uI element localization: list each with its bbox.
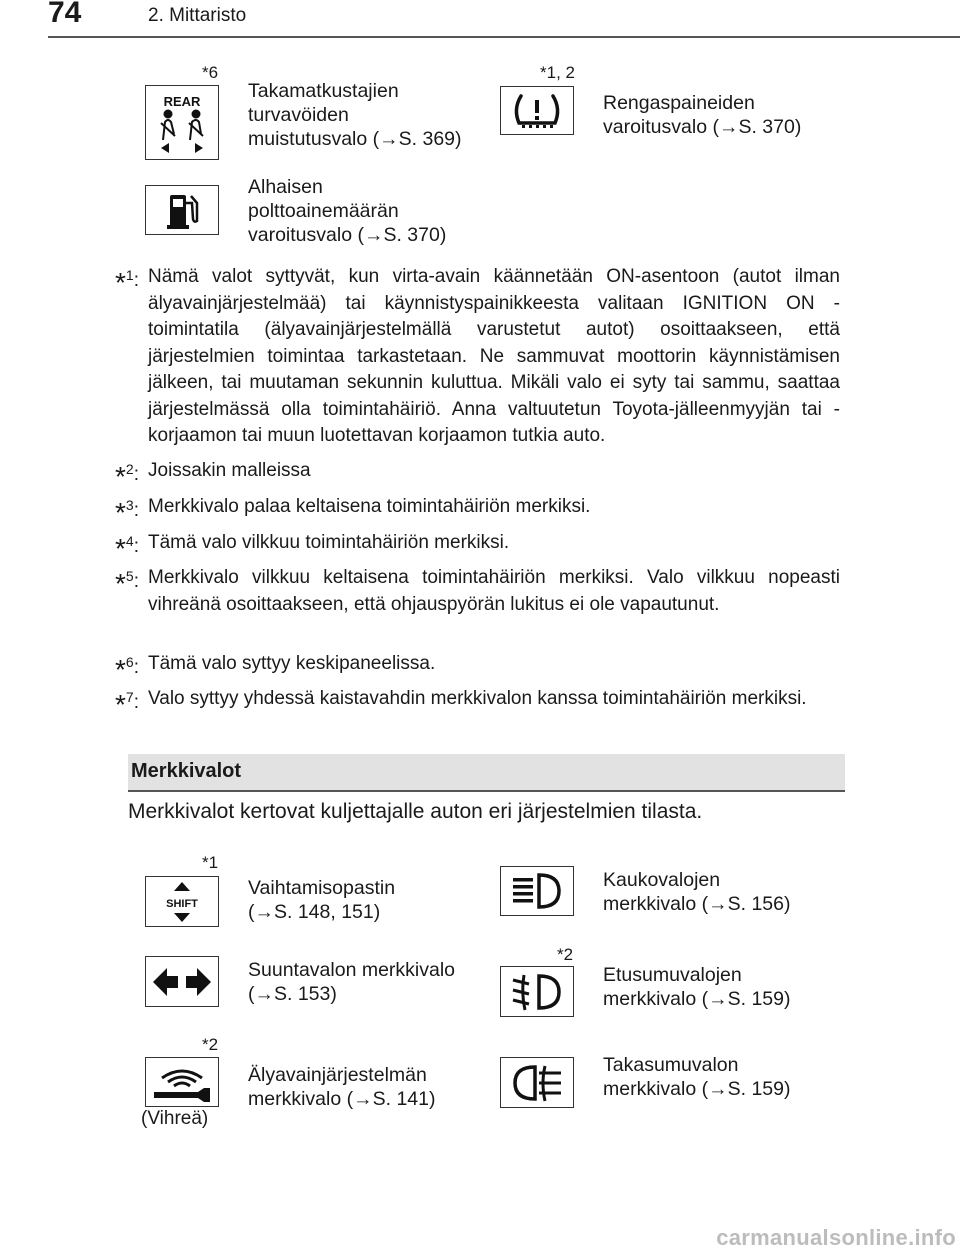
- footnote-mark: *$^7$:: [115, 689, 139, 720]
- footnote-marker: *1, 2: [540, 63, 575, 82]
- footnote-7: [115, 686, 840, 720]
- label-line: polttoainemäärän: [248, 200, 399, 222]
- footnote-mark: *$^5$:: [115, 568, 139, 599]
- rear-fog-light-indicator-icon: [500, 1057, 574, 1108]
- footnote-2: [115, 458, 840, 492]
- icon-color-caption: (Vihreä): [141, 1108, 209, 1129]
- footnote-text: Merkkivalo vilkkuu keltaisena toimintahäiriön merkiksi. Valo vilkkuu nopeasti vihreänä osoittaakseen, että ohjauspyörän lukitus ei ole vapautunut.: [148, 567, 840, 615]
- asterisk: *: [115, 533, 126, 564]
- asterisk: *: [115, 461, 126, 492]
- svg-text:REAR: REAR: [163, 93, 201, 109]
- label-line: Etusumuvalojen: [603, 964, 742, 986]
- footnote-marker: *1: [202, 853, 219, 872]
- high-beam-label: [603, 868, 790, 916]
- footnote-mark: *$^4$:: [115, 533, 139, 564]
- front-fog-label: [603, 963, 790, 1011]
- label-line: muistutusvalo (→S. 369): [248, 128, 462, 150]
- turn-signal-label: [248, 958, 455, 1006]
- label-line: Rengaspaineiden: [603, 92, 755, 114]
- footnote-mark: *$^3$:: [115, 497, 139, 528]
- tire-pressure-label: [603, 91, 801, 139]
- label-line: Vaihtamisopastin: [248, 877, 396, 899]
- header-rule: [48, 36, 960, 38]
- footnote-number: 4: [125, 533, 134, 549]
- label-line: varoitusvalo (→S. 370): [248, 224, 447, 246]
- label-line: turvavöiden: [248, 104, 349, 126]
- footnote-number: 6: [125, 654, 134, 670]
- smart-key-indicator-icon: [145, 1057, 219, 1107]
- footnote-number: 3: [125, 497, 134, 513]
- asterisk: *: [115, 654, 126, 685]
- footnote-6: [115, 651, 840, 685]
- footnote-4: [115, 530, 840, 564]
- footnote-1: [115, 264, 840, 450]
- section-title: Merkkivalot: [131, 760, 242, 782]
- label-line: Takasumuvalon: [603, 1054, 739, 1076]
- asterisk: *: [115, 689, 126, 720]
- footnote-marker: *6: [202, 63, 219, 82]
- footnote-number: 7: [125, 689, 134, 705]
- label-line: merkkivalo (→S. 141): [248, 1088, 436, 1110]
- page-number: 74: [48, 0, 82, 29]
- shift-text: SHIFT: [166, 897, 198, 910]
- section-heading: [128, 754, 845, 792]
- footnote-marker: *2: [202, 1035, 219, 1054]
- footnote-text: Valo syttyy yhdessä kaistavahdin merkkivalon kanssa toimintahäiriön merkiksi.: [148, 688, 807, 709]
- label-line: (→S. 148, 151): [248, 901, 381, 923]
- low-fuel-warning-icon: [145, 185, 219, 235]
- chapter-title: 2. Mittaristo: [148, 5, 247, 26]
- low-fuel-label: [248, 175, 446, 247]
- footnote-number: 5: [125, 568, 134, 584]
- footnote-text: Tämä valo vilkkuu toimintahäiriön merkiksi.: [148, 532, 510, 553]
- footnote-number: 2: [125, 461, 134, 477]
- footnote-text: Tämä valo syttyy keskipaneelissa.: [148, 653, 436, 674]
- footnote-3: [115, 494, 840, 528]
- label-line: Alhaisen: [248, 176, 323, 198]
- watermark: carmanualsonline.info: [716, 1225, 956, 1250]
- front-fog-light-indicator-icon: [500, 966, 574, 1017]
- label-line: (→S. 153): [248, 983, 337, 1005]
- label-line: merkkivalo (→S. 159): [603, 1078, 791, 1100]
- asterisk: *: [115, 267, 126, 298]
- footnote-text: Nämä valot syttyvät, kun virta-avain käännetään ON-asentoon (autot ilman älyavainjärjestelmää) tai käynnistyspainikkeesta valitaan IGNITION ON -toimintatila (älyavainjärjestelmällä varustetut autot) osoittaakseen, että järjestelmien toimintaa tarkastetaan. Ne sammuvat moottorin käynnistämisen jälkeen, tai muutaman sekunnin kuluttua. Mikäli valo ei syty tai sammu, saattaa järjestelmässä olla toimintahäiriö. Anna valtuutetun Toyota-jälleenmyyjän tai -korjaamon tai muun luotettavan korjaamon tutkia auto.: [148, 266, 840, 446]
- footnote-mark: *$^1$:: [115, 267, 139, 298]
- label-line: Älyavainjärjestelmän: [248, 1064, 427, 1086]
- tire-pressure-warning-icon: [500, 86, 574, 135]
- shift-indicator-icon: [145, 876, 219, 927]
- footnote-text: Joissakin malleissa: [148, 460, 311, 481]
- label-line: Takamatkustajien: [248, 80, 399, 102]
- label-line: Suuntavalon merkkivalo: [248, 959, 456, 981]
- smart-key-label: [248, 1063, 435, 1111]
- shift-indicator-label: [248, 876, 395, 924]
- label-line: merkkivalo (→S. 159): [603, 988, 791, 1010]
- rear-fog-label: [603, 1053, 790, 1101]
- rear-seatbelt-reminder-icon: [145, 85, 219, 160]
- rear-seatbelt-label: [248, 79, 462, 151]
- label-line: Kaukovalojen: [603, 869, 721, 891]
- turn-signal-indicator-icon: [145, 956, 219, 1007]
- asterisk: *: [115, 497, 126, 528]
- footnote-5: [115, 565, 840, 618]
- label-line: varoitusvalo (→S. 370): [603, 116, 802, 138]
- section-intro: Merkkivalot kertovat kuljettajalle auton eri järjestelmien tilasta.: [128, 800, 703, 823]
- high-beam-indicator-icon: [500, 866, 574, 916]
- label-line: merkkivalo (→S. 156): [603, 893, 791, 915]
- footnote-mark: *$^6$:: [115, 654, 139, 685]
- footnote-number: 1: [125, 267, 134, 283]
- footnote-mark: *$^2$:: [115, 461, 139, 492]
- footnote-marker: *2: [557, 945, 574, 964]
- footnote-text: Merkkivalo palaa keltaisena toimintahäiriön merkiksi.: [148, 496, 591, 517]
- asterisk: *: [115, 568, 126, 599]
